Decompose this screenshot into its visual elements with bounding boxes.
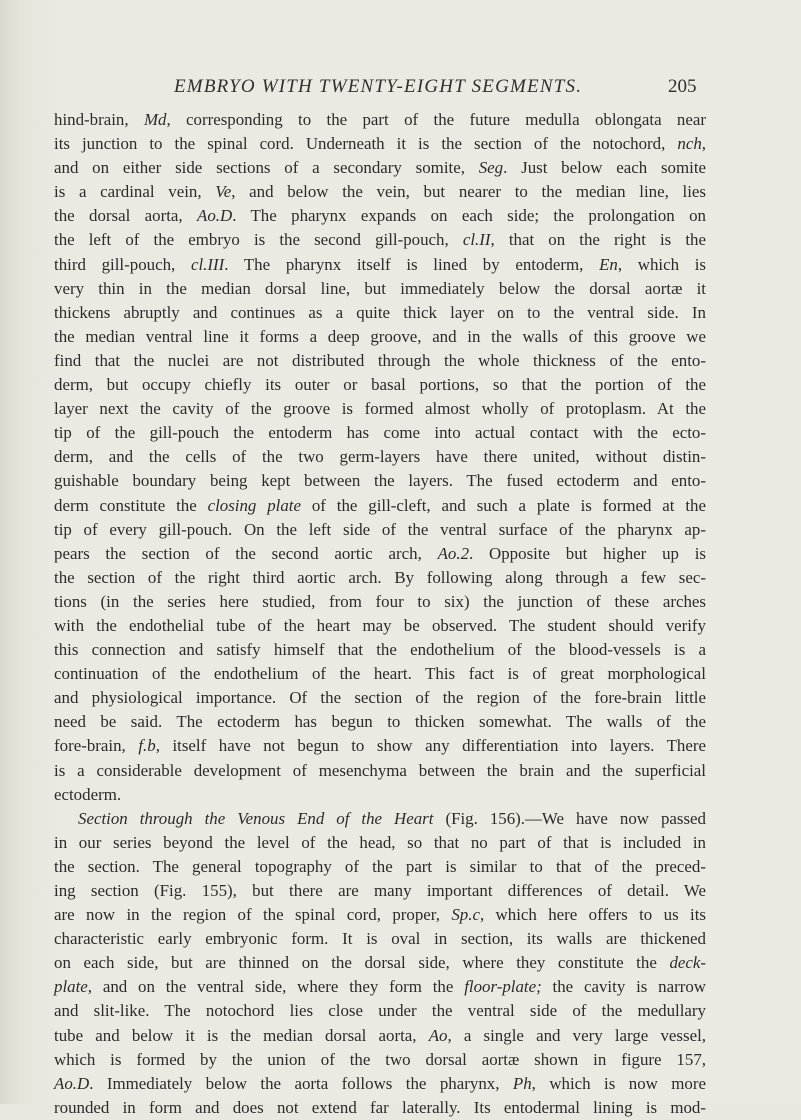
text-line bbox=[54, 614, 706, 638]
text-run: and slit-like. The notochord lies close under the ventral side of the medullary bbox=[54, 1001, 706, 1021]
text-run: the left of the embryo is the second gill-pouch, bbox=[54, 230, 463, 250]
text-line bbox=[54, 927, 706, 951]
text-run: layer next the cavity of the groove is formed almost wholly of protoplasm. At the bbox=[54, 399, 706, 419]
italic-term: Ph bbox=[512, 1073, 532, 1093]
text-run: , which here offers to us its bbox=[479, 905, 706, 925]
text-run: , which is now more bbox=[531, 1073, 706, 1093]
text-run: . Opposite but higher up is bbox=[469, 543, 706, 563]
text-line bbox=[54, 325, 706, 349]
text-run: . Just below each somite bbox=[503, 158, 707, 178]
text-run: tions (in the series here studied, from four to six) the junction of these arches bbox=[54, 591, 706, 611]
text-line bbox=[54, 759, 706, 783]
text-run: derm, and the cells of the two germ-layers have there united, without distin- bbox=[54, 447, 706, 467]
text-line bbox=[54, 662, 706, 686]
text-line bbox=[54, 734, 706, 758]
text-line bbox=[54, 1072, 706, 1096]
italic-term: closing plate bbox=[207, 495, 301, 515]
text-line bbox=[54, 855, 706, 879]
text-run: fore-brain, bbox=[54, 736, 139, 756]
text-run: the dorsal aorta, bbox=[54, 206, 198, 226]
text-line bbox=[54, 108, 706, 132]
italic-term: Ao bbox=[428, 1025, 448, 1045]
text-run: ing section (Fig. 155), but there are many important differences of detail. We bbox=[54, 881, 706, 900]
italic-term: Section through the Venous End of the Heart bbox=[78, 808, 434, 828]
text-line bbox=[54, 349, 706, 373]
paragraph-1 bbox=[54, 108, 706, 807]
page-number: 205 bbox=[668, 76, 697, 97]
text-line bbox=[54, 710, 706, 734]
text-run: , that on the right is the bbox=[490, 230, 706, 250]
text-run: tip of the gill-pouch the entoderm has come into actual contact with the ecto- bbox=[54, 423, 706, 443]
text-line bbox=[54, 831, 706, 855]
italic-term: Ao.D bbox=[197, 206, 233, 226]
text-run: characteristic early embryonic form. It is oval in section, its walls are thickened bbox=[54, 929, 706, 949]
text-line bbox=[54, 156, 706, 180]
text-run: . The pharynx itself is lined by entoderm, bbox=[224, 254, 600, 274]
text-line bbox=[54, 1024, 706, 1048]
italic-term: Ao.D bbox=[54, 1073, 90, 1093]
text-run: the section of the right third aortic arch. By following along through a few sec- bbox=[54, 567, 706, 587]
text-run: derm, but occupy chiefly its outer or basal portions, so that the portion of the bbox=[54, 375, 706, 395]
italic-term: Ve bbox=[215, 182, 232, 202]
text-run: . The pharynx expands on each side; the prolongation on bbox=[232, 206, 706, 226]
text-line bbox=[54, 180, 706, 204]
text-line bbox=[54, 277, 706, 301]
text-run: , itself have not begun to show any differentiation into layers. There bbox=[155, 736, 706, 756]
italic-term: f.b bbox=[138, 736, 156, 756]
text-run: derm constitute the bbox=[54, 495, 208, 515]
italic-term: Ao.2 bbox=[437, 543, 470, 563]
italic-term: plate bbox=[54, 977, 88, 997]
text-run: on each side, but are thinned on the dorsal side, where they constitute the bbox=[54, 953, 670, 973]
text-line bbox=[54, 590, 706, 614]
text-run: . Immediately below the aorta follows the pharynx, bbox=[89, 1073, 513, 1093]
text-run: (Fig. 156).—We have now passed bbox=[433, 808, 706, 828]
italic-term: floor-plate; bbox=[464, 977, 542, 997]
text-run: tube and below it is the median dorsal aorta, bbox=[54, 1025, 429, 1045]
italic-term: cl.III bbox=[190, 254, 225, 274]
text-run: is a considerable development of mesenchyma between the brain and the superficial bbox=[54, 760, 706, 780]
italic-term: cl.II bbox=[462, 230, 491, 250]
text-run: the section. The general topography of the part is similar to that of the preced- bbox=[54, 856, 706, 876]
text-run: very thin in the median dorsal line, but immediately below the dorsal aortæ it bbox=[54, 278, 706, 298]
text-line bbox=[54, 469, 706, 493]
text-run: find that the nuclei are not distributed through the whole thickness of the ento- bbox=[54, 350, 706, 370]
text-run: pears the section of the second aortic arch, bbox=[54, 543, 438, 563]
text-line bbox=[54, 1096, 706, 1120]
text-line bbox=[54, 903, 706, 927]
text-line bbox=[54, 253, 706, 277]
text-line bbox=[54, 132, 706, 156]
text-line bbox=[54, 975, 706, 999]
text-run: in our series beyond the level of the head, so that no part of that is included in bbox=[54, 832, 706, 852]
text-line bbox=[54, 494, 706, 518]
text-run: rounded in form and does not extend far laterally. Its entodermal lining is mod- bbox=[54, 1097, 706, 1117]
text-run: hind-brain, bbox=[54, 110, 144, 129]
italic-term: Seg bbox=[478, 158, 504, 178]
text-run: ectoderm. bbox=[54, 784, 122, 804]
text-run: , a single and very large vessel, bbox=[447, 1025, 706, 1045]
italic-term: Md bbox=[143, 110, 167, 129]
text-run: of the gill-cleft, and such a plate is formed at the bbox=[301, 495, 706, 515]
text-run: its junction to the spinal cord. Underneath it is the section of the notochord, bbox=[54, 134, 678, 154]
text-run: , corresponding to the part of the future medulla oblongata near bbox=[166, 110, 706, 129]
text-run: , which is bbox=[617, 254, 706, 274]
text-run: this connection and satisfy himself that the endothelium of the blood-vessels is a bbox=[54, 640, 706, 660]
italic-term: En bbox=[599, 254, 618, 274]
text-line bbox=[54, 566, 706, 590]
text-run: tip of every gill-pouch. On the left side of the ventral surface of the pharynx ap- bbox=[54, 519, 706, 539]
text-line bbox=[54, 879, 706, 903]
text-run: is a cardinal vein, bbox=[54, 182, 216, 202]
text-line bbox=[54, 999, 706, 1023]
running-head: EMBRYO WITH TWENTY-EIGHT SEGMENTS. bbox=[174, 76, 583, 97]
text-run: , and on the ventral side, where they form the bbox=[87, 977, 465, 997]
text-run: guishable boundary being kept between the layers. The fused ectoderm and ento- bbox=[54, 471, 706, 491]
text-run: with the endothelial tube of the heart may be observed. The student should verify bbox=[54, 615, 706, 635]
text-line bbox=[54, 686, 706, 710]
text-line bbox=[54, 951, 706, 975]
text-run: and physiological importance. Of the section of the region of the fore-brain little bbox=[54, 688, 706, 708]
text-run: the cavity is narrow bbox=[541, 977, 706, 997]
paragraph-2 bbox=[54, 807, 706, 1120]
text-run: third gill-pouch, bbox=[54, 254, 191, 274]
italic-term: nch bbox=[677, 134, 702, 154]
body-text bbox=[54, 108, 706, 1120]
text-run: are now in the region of the spinal cord, proper, bbox=[54, 905, 452, 925]
text-run: , and below the vein, but nearer to the median line, lies bbox=[231, 182, 706, 202]
text-line bbox=[54, 421, 706, 445]
text-run: need be said. The ectoderm has begun to thicken somewhat. The walls of the bbox=[54, 712, 706, 732]
text-line bbox=[54, 228, 706, 252]
text-line bbox=[54, 542, 706, 566]
text-line bbox=[54, 1048, 706, 1072]
text-run: and on either side sections of a secondary somite, bbox=[54, 158, 479, 178]
text-run: , bbox=[701, 134, 706, 154]
italic-term: deck- bbox=[669, 953, 706, 973]
italic-term: Sp.c bbox=[451, 905, 480, 925]
text-line bbox=[54, 807, 706, 831]
text-line bbox=[54, 638, 706, 662]
text-run: which is formed by the union of the two dorsal aortæ shown in figure 157, bbox=[54, 1049, 706, 1069]
text-line bbox=[54, 373, 706, 397]
text-line bbox=[54, 204, 706, 228]
text-run: continuation of the endothelium of the heart. This fact is of great morphological bbox=[54, 664, 706, 684]
text-line bbox=[54, 397, 706, 421]
text-line bbox=[54, 445, 706, 469]
text-line bbox=[54, 783, 706, 807]
text-run: the median ventral line it forms a deep groove, and in the walls of this groove we bbox=[54, 326, 706, 346]
text-line bbox=[54, 301, 706, 325]
text-run: thickens abruptly and continues as a quite thick layer on to the ventral side. In bbox=[54, 302, 706, 322]
text-line bbox=[54, 518, 706, 542]
